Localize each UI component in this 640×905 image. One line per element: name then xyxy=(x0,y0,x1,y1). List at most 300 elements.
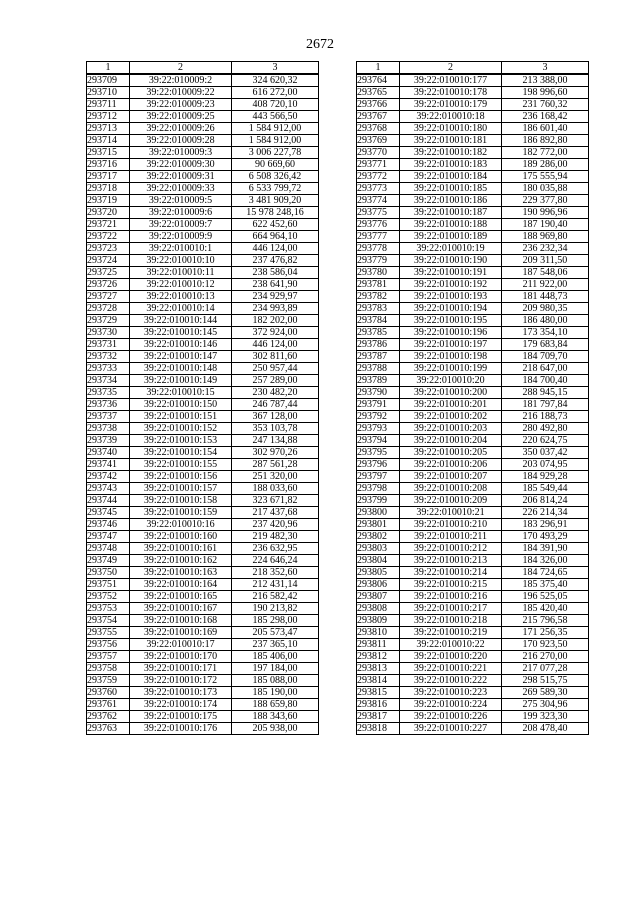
value-cell: 3 481 909,20 xyxy=(232,195,319,207)
table-row xyxy=(87,231,319,243)
table-row xyxy=(357,459,589,471)
row-number-cell: 293774 xyxy=(357,195,400,207)
row-number-cell: 293802 xyxy=(357,531,400,543)
table-row xyxy=(87,615,319,627)
value-cell: 220 624,75 xyxy=(502,435,589,447)
table-row xyxy=(87,471,319,483)
table-row xyxy=(357,351,589,363)
column-header-2: 2 xyxy=(130,62,232,75)
table-row xyxy=(87,519,319,531)
row-number-cell: 293803 xyxy=(357,543,400,555)
table-row xyxy=(357,159,589,171)
cadastral-number-cell: 39:22:010010:208 xyxy=(400,483,502,495)
row-number-cell: 293800 xyxy=(357,507,400,519)
row-number-cell: 293793 xyxy=(357,423,400,435)
value-cell: 217 077,28 xyxy=(502,663,589,675)
row-number-cell: 293741 xyxy=(87,459,130,471)
table-row xyxy=(357,507,589,519)
value-cell: 353 103,78 xyxy=(232,423,319,435)
table-row xyxy=(357,315,589,327)
table-row xyxy=(357,663,589,675)
row-number-cell: 293745 xyxy=(87,507,130,519)
row-number-cell: 293801 xyxy=(357,519,400,531)
row-number-cell: 293781 xyxy=(357,279,400,291)
row-number-cell: 293709 xyxy=(87,74,130,87)
column-header-2: 2 xyxy=(400,62,502,75)
page-number: 2672 xyxy=(306,37,334,52)
cadastral-number-cell: 39:22:010010:162 xyxy=(130,555,232,567)
value-cell: 190 213,82 xyxy=(232,603,319,615)
value-cell: 188 033,60 xyxy=(232,483,319,495)
row-number-cell: 293760 xyxy=(87,687,130,699)
table-row xyxy=(87,627,319,639)
row-number-cell: 293748 xyxy=(87,543,130,555)
table-body xyxy=(357,74,589,735)
value-cell: 185 375,40 xyxy=(502,579,589,591)
value-cell: 616 272,00 xyxy=(232,87,319,99)
row-number-cell: 293738 xyxy=(87,423,130,435)
value-cell: 269 589,30 xyxy=(502,687,589,699)
cadastral-number-cell: 39:22:010010:216 xyxy=(400,591,502,603)
row-number-cell: 293736 xyxy=(87,399,130,411)
value-cell: 175 555,94 xyxy=(502,171,589,183)
cadastral-number-cell: 39:22:010010:188 xyxy=(400,219,502,231)
table-row xyxy=(357,723,589,735)
row-number-cell: 293739 xyxy=(87,435,130,447)
row-number-cell: 293750 xyxy=(87,567,130,579)
table-row xyxy=(87,411,319,423)
value-cell: 236 232,34 xyxy=(502,243,589,255)
row-number-cell: 293744 xyxy=(87,495,130,507)
value-cell: 184 709,70 xyxy=(502,351,589,363)
row-number-cell: 293747 xyxy=(87,531,130,543)
table-row xyxy=(87,135,319,147)
row-number-cell: 293755 xyxy=(87,627,130,639)
value-cell: 188 969,80 xyxy=(502,231,589,243)
cadastral-number-cell: 39:22:010010:145 xyxy=(130,327,232,339)
cadastral-number-cell: 39:22:010010:221 xyxy=(400,663,502,675)
value-cell: 1 584 912,00 xyxy=(232,123,319,135)
table-row xyxy=(87,243,319,255)
table-row xyxy=(357,339,589,351)
cadastral-number-cell: 39:22:010010:146 xyxy=(130,339,232,351)
row-number-cell: 293716 xyxy=(87,159,130,171)
table-row xyxy=(87,495,319,507)
table-row xyxy=(357,519,589,531)
cadastral-number-cell: 39:22:010010:213 xyxy=(400,555,502,567)
value-cell: 237 476,82 xyxy=(232,255,319,267)
row-number-cell: 293759 xyxy=(87,675,130,687)
value-cell: 446 124,00 xyxy=(232,339,319,351)
cadastral-number-cell: 39:22:010010:180 xyxy=(400,123,502,135)
value-cell: 211 922,00 xyxy=(502,279,589,291)
cadastral-number-cell: 39:22:010010:181 xyxy=(400,135,502,147)
cadastral-number-cell: 39:22:010010:21 xyxy=(400,507,502,519)
value-cell: 6 533 799,72 xyxy=(232,183,319,195)
table-row xyxy=(357,423,589,435)
cadastral-number-cell: 39:22:010010:190 xyxy=(400,255,502,267)
cadastral-number-cell: 39:22:010010:175 xyxy=(130,711,232,723)
value-cell: 251 320,00 xyxy=(232,471,319,483)
table-row xyxy=(357,291,589,303)
value-cell: 188 343,60 xyxy=(232,711,319,723)
cadastral-number-cell: 39:22:010010:12 xyxy=(130,279,232,291)
value-cell: 215 796,58 xyxy=(502,615,589,627)
value-cell: 205 573,47 xyxy=(232,627,319,639)
row-number-cell: 293713 xyxy=(87,123,130,135)
cadastral-number-cell: 39:22:010010:194 xyxy=(400,303,502,315)
table-row xyxy=(87,207,319,219)
row-number-cell: 293735 xyxy=(87,387,130,399)
cadastral-number-cell: 39:22:010010:163 xyxy=(130,567,232,579)
row-number-cell: 293756 xyxy=(87,639,130,651)
table-row xyxy=(357,375,589,387)
value-cell: 257 289,00 xyxy=(232,375,319,387)
table-row xyxy=(87,339,319,351)
registry-table-right xyxy=(356,61,589,735)
value-cell: 216 188,73 xyxy=(502,411,589,423)
value-cell: 350 037,42 xyxy=(502,447,589,459)
registry-table-left xyxy=(86,61,319,735)
table-row xyxy=(87,531,319,543)
table-row xyxy=(87,99,319,111)
value-cell: 302 811,60 xyxy=(232,351,319,363)
value-cell: 217 437,68 xyxy=(232,507,319,519)
value-cell: 236 168,42 xyxy=(502,111,589,123)
table-row xyxy=(357,447,589,459)
table-row xyxy=(87,567,319,579)
value-cell: 203 074,95 xyxy=(502,459,589,471)
cadastral-number-cell: 39:22:010010:1 xyxy=(130,243,232,255)
row-number-cell: 293752 xyxy=(87,591,130,603)
table-row xyxy=(87,699,319,711)
row-number-cell: 293810 xyxy=(357,627,400,639)
cadastral-number-cell: 39:22:010010:199 xyxy=(400,363,502,375)
table-row xyxy=(87,123,319,135)
cadastral-number-cell: 39:22:010010:170 xyxy=(130,651,232,663)
cadastral-number-cell: 39:22:010010:15 xyxy=(130,387,232,399)
value-cell: 197 184,00 xyxy=(232,663,319,675)
table-row xyxy=(357,171,589,183)
row-number-cell: 293776 xyxy=(357,219,400,231)
cadastral-number-cell: 39:22:010010:223 xyxy=(400,687,502,699)
value-cell: 230 482,20 xyxy=(232,387,319,399)
table-row xyxy=(357,687,589,699)
cadastral-number-cell: 39:22:010010:217 xyxy=(400,603,502,615)
row-number-cell: 293773 xyxy=(357,183,400,195)
table-row xyxy=(87,387,319,399)
cadastral-number-cell: 39:22:010010:200 xyxy=(400,387,502,399)
cadastral-number-cell: 39:22:010009:26 xyxy=(130,123,232,135)
cadastral-number-cell: 39:22:010010:211 xyxy=(400,531,502,543)
table-row xyxy=(87,375,319,387)
cadastral-number-cell: 39:22:010010:18 xyxy=(400,111,502,123)
row-number-cell: 293711 xyxy=(87,99,130,111)
row-number-cell: 293734 xyxy=(87,375,130,387)
table-header-row xyxy=(87,62,319,75)
row-number-cell: 293778 xyxy=(357,243,400,255)
table-row xyxy=(87,663,319,675)
table-row xyxy=(87,459,319,471)
row-number-cell: 293790 xyxy=(357,387,400,399)
row-number-cell: 293712 xyxy=(87,111,130,123)
table-row xyxy=(357,639,589,651)
cadastral-number-cell: 39:22:010010:156 xyxy=(130,471,232,483)
table-row xyxy=(357,135,589,147)
cadastral-number-cell: 39:22:010010:183 xyxy=(400,159,502,171)
cadastral-number-cell: 39:22:010009:23 xyxy=(130,99,232,111)
value-cell: 185 298,00 xyxy=(232,615,319,627)
value-cell: 1 584 912,00 xyxy=(232,135,319,147)
table-row xyxy=(357,147,589,159)
row-number-cell: 293768 xyxy=(357,123,400,135)
table-row xyxy=(357,111,589,123)
table-row xyxy=(87,147,319,159)
cadastral-number-cell: 39:22:010010:198 xyxy=(400,351,502,363)
table-row xyxy=(357,327,589,339)
row-number-cell: 293724 xyxy=(87,255,130,267)
cadastral-number-cell: 39:22:010010:172 xyxy=(130,675,232,687)
cadastral-number-cell: 39:22:010010:212 xyxy=(400,543,502,555)
value-cell: 184 326,00 xyxy=(502,555,589,567)
cadastral-number-cell: 39:22:010010:186 xyxy=(400,195,502,207)
value-cell: 3 006 227,78 xyxy=(232,147,319,159)
value-cell: 213 388,00 xyxy=(502,74,589,87)
cadastral-number-cell: 39:22:010010:189 xyxy=(400,231,502,243)
row-number-cell: 293719 xyxy=(87,195,130,207)
row-number-cell: 293728 xyxy=(87,303,130,315)
table-row xyxy=(357,219,589,231)
cadastral-number-cell: 39:22:010010:210 xyxy=(400,519,502,531)
table-row xyxy=(87,303,319,315)
value-cell: 324 620,32 xyxy=(232,74,319,87)
cadastral-number-cell: 39:22:010010:168 xyxy=(130,615,232,627)
row-number-cell: 293732 xyxy=(87,351,130,363)
cadastral-number-cell: 39:22:010010:152 xyxy=(130,423,232,435)
cadastral-number-cell: 39:22:010010:147 xyxy=(130,351,232,363)
value-cell: 238 586,04 xyxy=(232,267,319,279)
table-row xyxy=(87,723,319,735)
cadastral-number-cell: 39:22:010009:28 xyxy=(130,135,232,147)
value-cell: 238 641,90 xyxy=(232,279,319,291)
cadastral-number-cell: 39:22:010010:209 xyxy=(400,495,502,507)
value-cell: 186 892,80 xyxy=(502,135,589,147)
row-number-cell: 293727 xyxy=(87,291,130,303)
row-number-cell: 293730 xyxy=(87,327,130,339)
row-number-cell: 293758 xyxy=(87,663,130,675)
table-row xyxy=(87,183,319,195)
value-cell: 446 124,00 xyxy=(232,243,319,255)
value-cell: 212 431,14 xyxy=(232,579,319,591)
row-number-cell: 293763 xyxy=(87,723,130,735)
cadastral-number-cell: 39:22:010009:3 xyxy=(130,147,232,159)
row-number-cell: 293742 xyxy=(87,471,130,483)
table-row xyxy=(357,711,589,723)
value-cell: 183 296,91 xyxy=(502,519,589,531)
row-number-cell: 293754 xyxy=(87,615,130,627)
table-row xyxy=(87,591,319,603)
cadastral-number-cell: 39:22:010010:214 xyxy=(400,567,502,579)
row-number-cell: 293729 xyxy=(87,315,130,327)
table-row xyxy=(357,495,589,507)
cadastral-number-cell: 39:22:010010:215 xyxy=(400,579,502,591)
table-row xyxy=(357,579,589,591)
value-cell: 185 549,44 xyxy=(502,483,589,495)
row-number-cell: 293792 xyxy=(357,411,400,423)
row-number-cell: 293751 xyxy=(87,579,130,591)
cadastral-number-cell: 39:22:010009:25 xyxy=(130,111,232,123)
value-cell: 247 134,88 xyxy=(232,435,319,447)
cadastral-number-cell: 39:22:010009:7 xyxy=(130,219,232,231)
cadastral-number-cell: 39:22:010010:191 xyxy=(400,267,502,279)
value-cell: 186 601,40 xyxy=(502,123,589,135)
cadastral-number-cell: 39:22:010010:155 xyxy=(130,459,232,471)
cadastral-number-cell: 39:22:010010:187 xyxy=(400,207,502,219)
row-number-cell: 293743 xyxy=(87,483,130,495)
table-row xyxy=(357,591,589,603)
table-row xyxy=(87,639,319,651)
row-number-cell: 293762 xyxy=(87,711,130,723)
value-cell: 6 508 326,42 xyxy=(232,171,319,183)
row-number-cell: 293723 xyxy=(87,243,130,255)
cadastral-number-cell: 39:22:010010:157 xyxy=(130,483,232,495)
cadastral-number-cell: 39:22:010010:164 xyxy=(130,579,232,591)
cadastral-number-cell: 39:22:010010:144 xyxy=(130,315,232,327)
row-number-cell: 293796 xyxy=(357,459,400,471)
table-row xyxy=(87,171,319,183)
cadastral-number-cell: 39:22:010010:151 xyxy=(130,411,232,423)
column-header-3: 3 xyxy=(502,62,589,75)
table-row xyxy=(87,195,319,207)
table-row xyxy=(357,195,589,207)
table-row xyxy=(357,675,589,687)
table-row xyxy=(357,615,589,627)
cadastral-number-cell: 39:22:010010:176 xyxy=(130,723,232,735)
row-number-cell: 293772 xyxy=(357,171,400,183)
row-number-cell: 293737 xyxy=(87,411,130,423)
value-cell: 224 646,24 xyxy=(232,555,319,567)
row-number-cell: 293789 xyxy=(357,375,400,387)
table-row xyxy=(87,579,319,591)
value-cell: 218 352,60 xyxy=(232,567,319,579)
value-cell: 185 190,00 xyxy=(232,687,319,699)
cadastral-number-cell: 39:22:010009:5 xyxy=(130,195,232,207)
value-cell: 15 978 248,16 xyxy=(232,207,319,219)
table-row xyxy=(357,87,589,99)
cadastral-number-cell: 39:22:010010:167 xyxy=(130,603,232,615)
table-row xyxy=(87,363,319,375)
table-row xyxy=(357,267,589,279)
row-number-cell: 293786 xyxy=(357,339,400,351)
row-number-cell: 293780 xyxy=(357,267,400,279)
value-cell: 184 391,90 xyxy=(502,543,589,555)
table-row xyxy=(357,207,589,219)
value-cell: 205 938,00 xyxy=(232,723,319,735)
table-row xyxy=(87,219,319,231)
row-number-cell: 293809 xyxy=(357,615,400,627)
row-number-cell: 293813 xyxy=(357,663,400,675)
cadastral-number-cell: 39:22:010009:30 xyxy=(130,159,232,171)
cadastral-number-cell: 39:22:010010:204 xyxy=(400,435,502,447)
value-cell: 187 190,40 xyxy=(502,219,589,231)
table-row xyxy=(357,651,589,663)
value-cell: 186 480,00 xyxy=(502,315,589,327)
table-row xyxy=(87,507,319,519)
cadastral-number-cell: 39:22:010010:171 xyxy=(130,663,232,675)
table-row xyxy=(357,435,589,447)
table-row xyxy=(87,267,319,279)
cadastral-number-cell: 39:22:010010:10 xyxy=(130,255,232,267)
value-cell: 185 406,00 xyxy=(232,651,319,663)
value-cell: 287 561,28 xyxy=(232,459,319,471)
cadastral-number-cell: 39:22:010010:219 xyxy=(400,627,502,639)
row-number-cell: 293766 xyxy=(357,99,400,111)
table-row xyxy=(87,555,319,567)
value-cell: 219 482,30 xyxy=(232,531,319,543)
row-number-cell: 293782 xyxy=(357,291,400,303)
value-cell: 170 493,29 xyxy=(502,531,589,543)
value-cell: 208 478,40 xyxy=(502,723,589,735)
value-cell: 185 088,00 xyxy=(232,675,319,687)
table-row xyxy=(87,447,319,459)
cadastral-number-cell: 39:22:010010:222 xyxy=(400,675,502,687)
value-cell: 184 724,65 xyxy=(502,567,589,579)
table-row xyxy=(87,351,319,363)
cadastral-number-cell: 39:22:010009:33 xyxy=(130,183,232,195)
cadastral-number-cell: 39:22:010010:220 xyxy=(400,651,502,663)
value-cell: 185 420,40 xyxy=(502,603,589,615)
table-row xyxy=(87,279,319,291)
cadastral-number-cell: 39:22:010010:159 xyxy=(130,507,232,519)
cadastral-number-cell: 39:22:010010:22 xyxy=(400,639,502,651)
cadastral-number-cell: 39:22:010010:19 xyxy=(400,243,502,255)
table-row xyxy=(87,399,319,411)
row-number-cell: 293805 xyxy=(357,567,400,579)
row-number-cell: 293787 xyxy=(357,351,400,363)
row-number-cell: 293798 xyxy=(357,483,400,495)
value-cell: 234 929,97 xyxy=(232,291,319,303)
row-number-cell: 293757 xyxy=(87,651,130,663)
cadastral-number-cell: 39:22:010010:207 xyxy=(400,471,502,483)
cadastral-number-cell: 39:22:010010:154 xyxy=(130,447,232,459)
value-cell: 250 957,44 xyxy=(232,363,319,375)
value-cell: 206 814,24 xyxy=(502,495,589,507)
cadastral-number-cell: 39:22:010009:22 xyxy=(130,87,232,99)
table-row xyxy=(87,74,319,87)
table-row xyxy=(357,387,589,399)
cadastral-number-cell: 39:22:010010:193 xyxy=(400,291,502,303)
cadastral-number-cell: 39:22:010010:185 xyxy=(400,183,502,195)
row-number-cell: 293783 xyxy=(357,303,400,315)
cadastral-number-cell: 39:22:010010:203 xyxy=(400,423,502,435)
value-cell: 664 964,10 xyxy=(232,231,319,243)
row-number-cell: 293764 xyxy=(357,74,400,87)
value-cell: 189 286,00 xyxy=(502,159,589,171)
row-number-cell: 293811 xyxy=(357,639,400,651)
cadastral-number-cell: 39:22:010010:195 xyxy=(400,315,502,327)
value-cell: 216 270,00 xyxy=(502,651,589,663)
table-row xyxy=(357,279,589,291)
value-cell: 171 256,35 xyxy=(502,627,589,639)
table-row xyxy=(357,471,589,483)
cadastral-number-cell: 39:22:010010:173 xyxy=(130,687,232,699)
value-cell: 302 970,26 xyxy=(232,447,319,459)
table-row xyxy=(87,483,319,495)
cadastral-number-cell: 39:22:010010:153 xyxy=(130,435,232,447)
value-cell: 216 582,42 xyxy=(232,591,319,603)
value-cell: 196 525,05 xyxy=(502,591,589,603)
table-row xyxy=(357,363,589,375)
